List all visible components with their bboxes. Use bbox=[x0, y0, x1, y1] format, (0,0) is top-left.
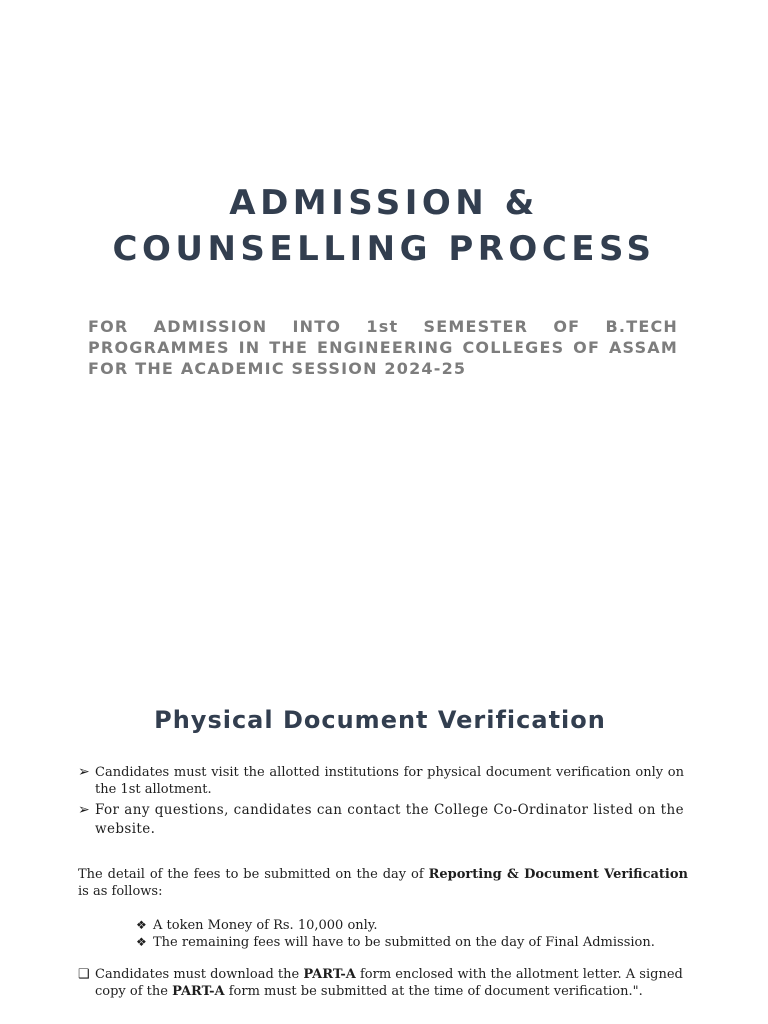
fees-text-prefix: The detail of the fees to be submitted on the day of bbox=[78, 867, 429, 882]
diamond-bullet-icon: ❖ bbox=[136, 918, 147, 932]
document-title bbox=[0, 180, 768, 272]
note-text-3: form must be submitted at the time of document verification.". bbox=[224, 984, 643, 999]
note-text-2: form enclosed with the allotment letter. A signed copy of the bbox=[95, 967, 683, 999]
list-item bbox=[136, 934, 696, 951]
title-line-1: ADMISSION & bbox=[229, 183, 539, 223]
section-heading: Physical Document Verification bbox=[154, 706, 606, 734]
document-subtitle: FOR ADMISSION INTO 1st SEMESTER OF B.TECH PROGRAMMES IN THE ENGINEERING COLLEGES OF ASSAM FOR THE ACADEMIC SESSION 2024-25 bbox=[88, 317, 678, 378]
list-item bbox=[78, 801, 684, 839]
arrow-bullet-icon: ➢ bbox=[78, 764, 90, 780]
list-item bbox=[78, 764, 684, 798]
fee-item-text: A token Money of Rs. 10,000 only. bbox=[153, 918, 378, 933]
note-text-1: Candidates must download the bbox=[95, 967, 304, 982]
arrow-bullet-icon: ➢ bbox=[78, 802, 91, 818]
note-bold-1: PART-A bbox=[303, 967, 356, 982]
fees-text-bold: Reporting & Document Verification bbox=[428, 867, 688, 882]
title-line-2: COUNSELLING PROCESS bbox=[112, 229, 656, 269]
note-bold-2: PART-A bbox=[172, 984, 225, 999]
download-note-list bbox=[78, 966, 684, 1000]
checkbox-bullet-icon: ❑ bbox=[78, 967, 90, 982]
fees-text-suffix: is as follows: bbox=[78, 884, 163, 899]
fee-item-text: The remaining fees will have to be submitted on the day of Final Admission. bbox=[153, 935, 655, 950]
list-item bbox=[136, 917, 696, 934]
bullet-text: Candidates must visit the allotted institutions for physical document verification only on the 1st allotment. bbox=[95, 765, 684, 797]
diamond-bullet-icon: ❖ bbox=[136, 935, 147, 949]
arrow-bullet-list bbox=[78, 764, 684, 842]
list-item bbox=[78, 966, 684, 1000]
bullet-text: For any questions, candidates can contact the College Co-Ordinator listed on the website. bbox=[95, 802, 684, 837]
fee-items-list bbox=[136, 917, 696, 951]
fees-paragraph bbox=[78, 866, 688, 900]
